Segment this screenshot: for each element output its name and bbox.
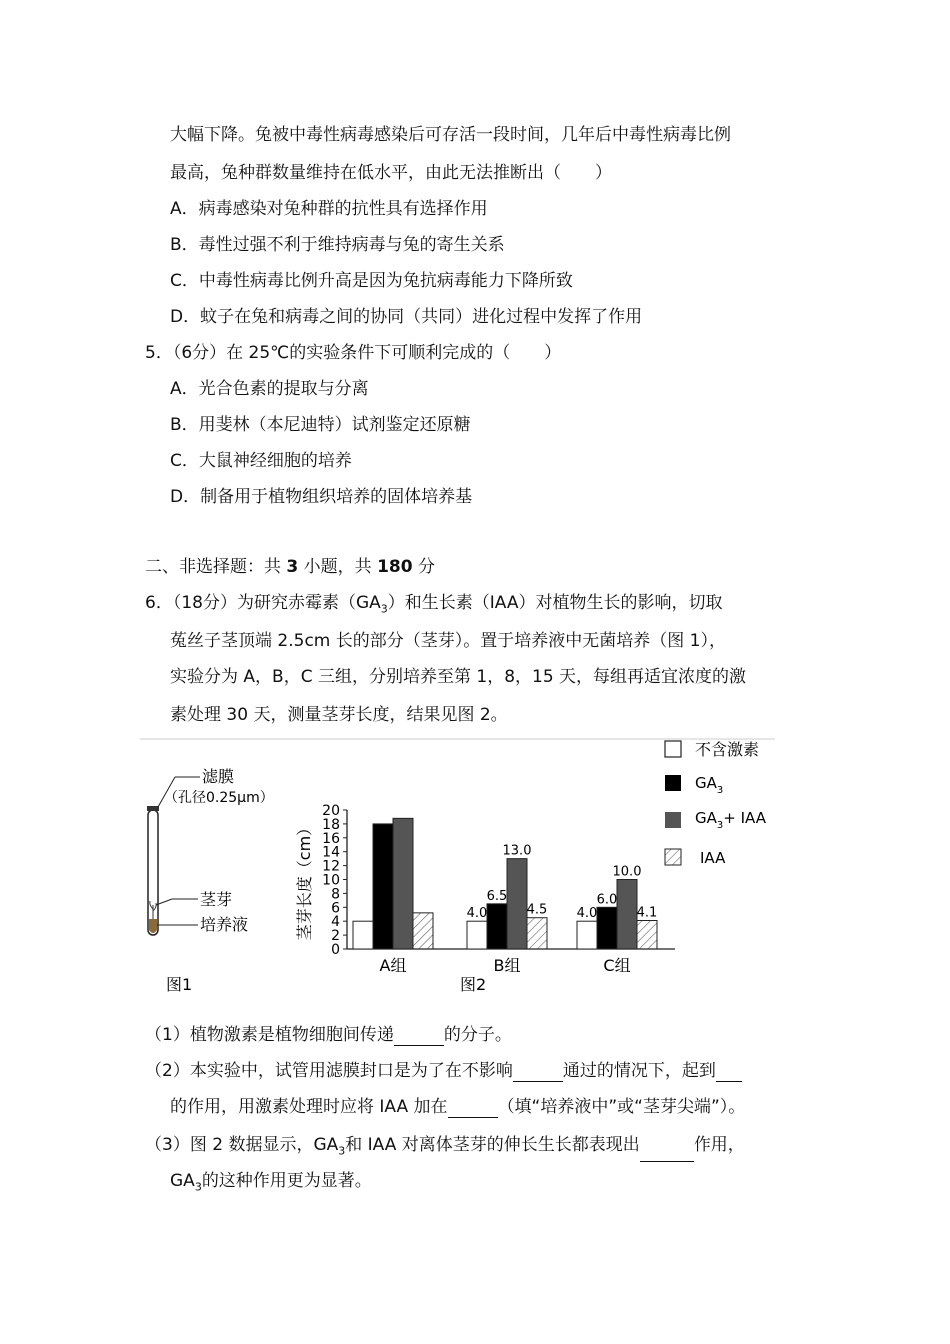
label-medium: 培养液: [200, 915, 249, 934]
q5-option-d: D．制备用于植物组织培养的固体培养基: [170, 487, 473, 507]
q4-option-a: A．病毒感染对兔种群的抗性具有选择作用: [170, 199, 488, 219]
bar-0-2: [393, 818, 413, 949]
y-tick-label: 10: [322, 872, 340, 889]
bar-value-label: 6.5: [486, 888, 508, 904]
blank-3[interactable]: [716, 1064, 742, 1082]
legend-label-none: 不含激素: [695, 740, 760, 759]
bar-value-label: 6.0: [596, 892, 618, 908]
x-category-label: A组: [379, 956, 407, 975]
bar-1-1: [487, 904, 507, 949]
x-categories: [380, 956, 631, 975]
label-pore: （孔径0.25μm）: [164, 790, 274, 806]
figure-area: [140, 735, 800, 997]
legend: [665, 740, 767, 867]
q6-sub3-line2: $GA_3$的这种作用更为显著。: [170, 1171, 372, 1194]
q4-option-b: B．毒性过强不利于维持病毒与兔的寄生关系: [170, 235, 505, 255]
medium-fill: [149, 919, 157, 933]
q4-stem-line1: 大幅下降。兔被中毒性病毒感染后可存活一段时间，几年后中毒性病毒比例: [170, 125, 731, 145]
blank-1[interactable]: [394, 1028, 444, 1046]
q5-option-c: C．大鼠神经细胞的培养: [170, 451, 352, 471]
bar-0-1: [373, 824, 393, 949]
fig1-test-tube: [147, 806, 159, 935]
legend-swatch-none: [665, 741, 681, 757]
legend-swatch-ga3: [665, 775, 681, 791]
legend-swatch-ga3-iaa: [665, 812, 681, 828]
blank-5[interactable]: [640, 1144, 694, 1162]
q5-option-a: A．光合色素的提取与分离: [170, 379, 369, 399]
q6-stem-line2: 菟丝子茎顶端 2.5cm 长的部分（茎芽）。置于培养液中无菌培养（图 1），: [170, 631, 726, 651]
bar-value-label: 10.0: [612, 864, 642, 880]
y-tick-label: 14: [322, 844, 340, 861]
bar-1-0: [467, 921, 487, 949]
bar-value-label: 4.1: [636, 905, 658, 921]
q6-stem-line4: 素处理 30 天，测量茎芽长度，结果见图 2。: [170, 705, 508, 725]
bar-value-label: 4.0: [466, 906, 488, 922]
bar-1-2: [507, 859, 527, 949]
q6-sub2-line1: （2）本实验中，试管用滤膜封口是为了在不影响 通过的情况下，起到: [145, 1060, 742, 1082]
y-tick-label: 18: [322, 816, 340, 833]
q6-sub1: （1）植物激素是植物细胞间传递 的分子。: [145, 1025, 512, 1045]
y-tick-label: 6: [331, 900, 340, 917]
blank-4[interactable]: [448, 1100, 498, 1118]
q6-sub2-line2: 的作用，用激素处理时应将 IAA 加在 （填“培养液中”或“茎芽尖端”）。: [170, 1097, 746, 1117]
bar-value-label: 4.5: [526, 902, 548, 918]
q5-option-b: B．用斐林（本尼迪特）试剂鉴定还原糖: [170, 415, 471, 435]
label-membrane: 滤膜: [202, 767, 235, 786]
bar-0-0: [353, 921, 373, 949]
q6-sub3-line1: （3）图 2 数据显示，$GA_3$和 IAA 对离体茎芽的伸长生长都表现出 作用，: [145, 1134, 745, 1162]
bar-2-3: [637, 921, 657, 949]
fig1-caption: 图1: [166, 975, 193, 994]
y-ticks: [322, 803, 347, 958]
bar-2-1: [597, 907, 617, 949]
x-category-label: C组: [603, 956, 631, 975]
blank-2[interactable]: [513, 1064, 563, 1082]
bar-2-2: [617, 880, 637, 950]
legend-label-ga3-iaa: $GA_3+$ IAA: [695, 809, 766, 831]
bar-marks: [353, 818, 657, 949]
fig2-caption: 图2: [460, 975, 487, 994]
bar-2-0: [577, 921, 597, 949]
section2-heading: 二、非选择题：共 3 小题，共 180 分: [145, 557, 435, 577]
bar-value-label: 4.0: [576, 906, 598, 922]
y-axis-label: 茎芽长度（cm）: [295, 819, 314, 941]
q4-option-c: C．中毒性病毒比例升高是因为兔抗病毒能力下降所致: [170, 271, 573, 291]
legend-swatch-iaa: [665, 849, 681, 865]
membrane-cap: [147, 806, 159, 811]
y-tick-label: 8: [331, 886, 340, 903]
legend-label-ga3: $GA_3$: [695, 774, 724, 796]
y-tick-label: 0: [331, 942, 340, 958]
bar-1-3: [527, 918, 547, 949]
q6-stem-line1: 6．（18分）为研究赤霉素$(GA_3)$和生长素（IAA）对植物生长的影响，切取: [145, 593, 723, 616]
y-tick-label: 4: [331, 914, 340, 931]
bar-0-3: [413, 913, 433, 949]
q5-stem: 5．（6分）在 25℃的实验条件下可顺利完成的（ ）: [145, 343, 562, 363]
bar-value-label: 13.0: [502, 843, 532, 859]
y-tick-label: 12: [322, 858, 340, 875]
q6-stem-line3: 实验分为 A，B，C 三组，分别培养至第 1，8，15 天，每组再适宜浓度的激: [170, 667, 747, 687]
bud-shape: [150, 901, 156, 919]
q4-option-d: D．蚊子在兔和病毒之间的协同（共同）进化过程中发挥了作用: [170, 307, 643, 327]
y-tick-label: 16: [322, 830, 340, 847]
y-tick-label: 2: [331, 928, 340, 945]
y-tick-label: 20: [322, 803, 340, 819]
x-category-label: B组: [493, 956, 521, 975]
label-bud: 茎芽: [200, 890, 233, 909]
q4-stem-line2: 最高，兔种群数量维持在低水平，由此无法推断出（ ）: [170, 163, 612, 183]
legend-label-iaa: IAA: [700, 849, 726, 867]
